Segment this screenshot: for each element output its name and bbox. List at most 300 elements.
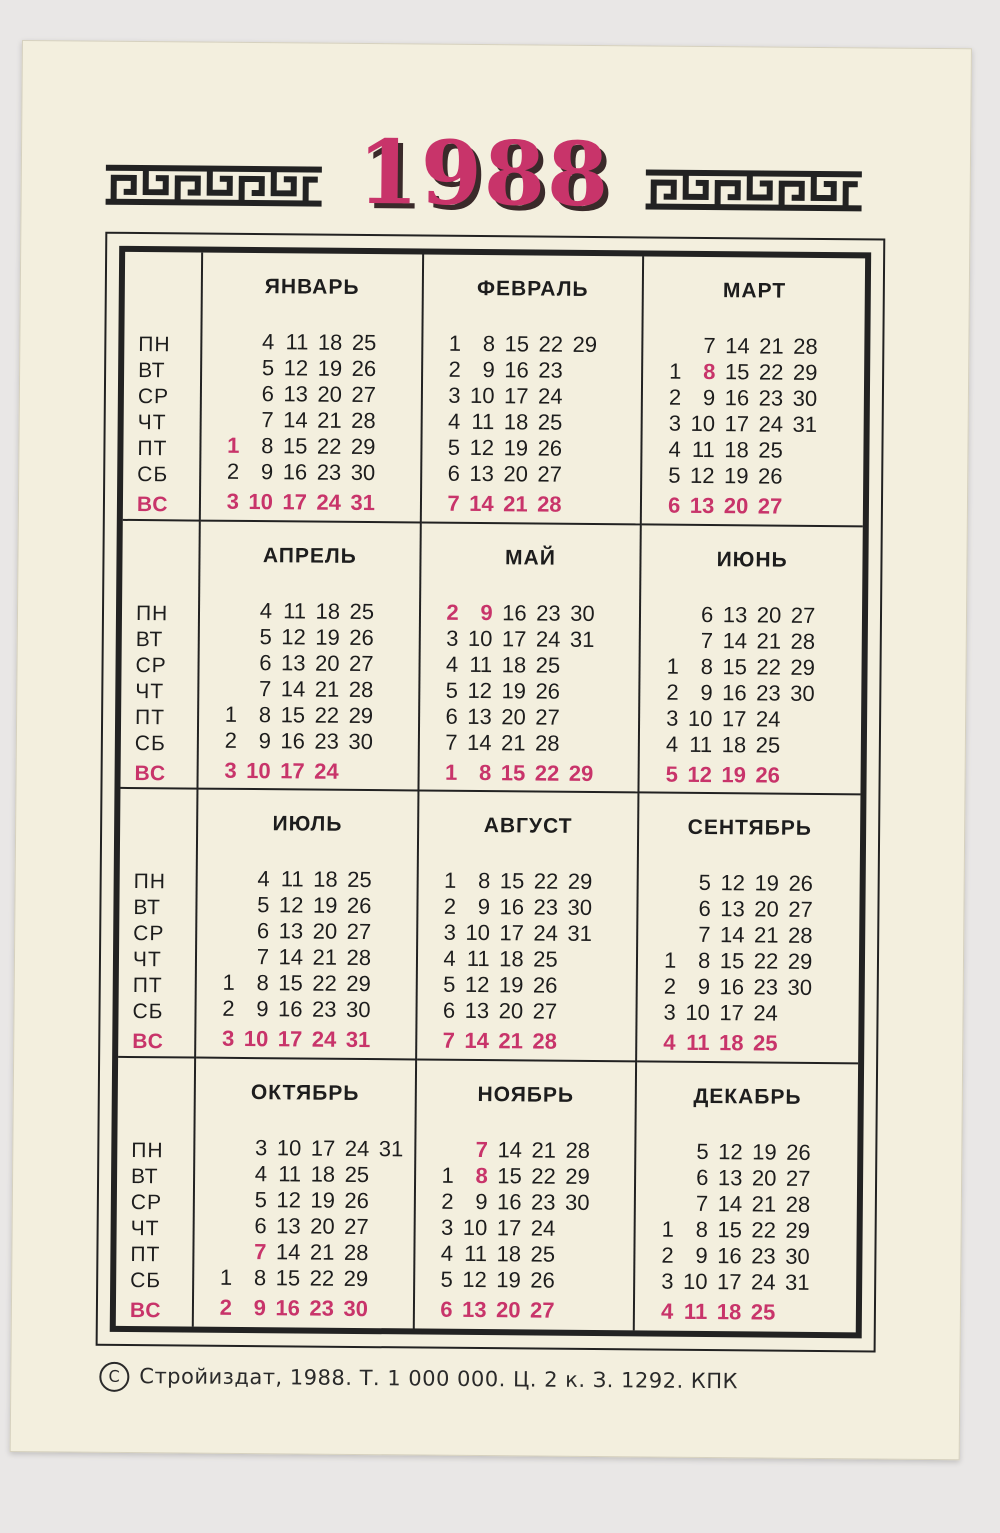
week-row <box>438 894 592 921</box>
day-number: 27 <box>532 998 558 1024</box>
day-number: 20 <box>501 703 526 729</box>
day-number: 2 <box>446 599 459 625</box>
day-number: 10 <box>682 1268 708 1294</box>
day-number: 13 <box>462 1296 487 1322</box>
day-number: 25 <box>347 866 372 893</box>
day-number: 10 <box>462 1214 488 1240</box>
month-name: ЯНВАРЬ <box>264 275 360 299</box>
day-number: 14 <box>719 922 745 948</box>
day-number: 26 <box>535 678 561 704</box>
weekday-label: СБ <box>132 1000 164 1024</box>
day-number: 10 <box>276 1134 302 1160</box>
day-number: 8 <box>477 868 491 894</box>
day-number: 28 <box>351 407 376 434</box>
week-row <box>435 1188 589 1215</box>
day-number: 7 <box>445 729 458 755</box>
day-number: 20 <box>312 918 338 944</box>
week-row <box>439 729 593 756</box>
day-number: 2 <box>224 727 238 753</box>
day-number: 4 <box>663 1029 676 1055</box>
day-number: 13 <box>464 997 490 1024</box>
day-number: 28 <box>790 628 816 654</box>
day-number: 5 <box>443 971 456 997</box>
day-number: 9 <box>260 459 274 485</box>
day-number: 28 <box>565 1137 591 1163</box>
day-number: 31 <box>784 1269 810 1295</box>
weekday-label: СР <box>135 653 167 677</box>
day-number: 24 <box>755 705 781 732</box>
week-row <box>663 385 817 412</box>
weekday-label: ПН <box>133 870 167 894</box>
day-number: 30 <box>350 459 376 486</box>
day-number: 23 <box>533 894 559 920</box>
week-row <box>435 1266 589 1293</box>
day-number: 17 <box>280 757 305 783</box>
day-number: 21 <box>503 491 528 517</box>
day-number: 27 <box>348 650 374 676</box>
day-number: 2 <box>443 893 457 919</box>
day-number: 1 <box>444 759 458 785</box>
day-number: 6 <box>254 1212 267 1238</box>
day-number: 7 <box>698 921 711 948</box>
day-number: 4 <box>660 1298 674 1324</box>
day-number: 24 <box>533 920 558 946</box>
month-days <box>662 333 818 520</box>
day-number: 11 <box>686 1029 710 1056</box>
day-number: 7 <box>700 627 714 653</box>
day-number: 10 <box>690 410 716 437</box>
month-block <box>635 1062 858 1332</box>
week-row <box>219 649 373 676</box>
day-number: 7 <box>475 1136 489 1162</box>
day-number: 8 <box>703 358 716 385</box>
day-number: 17 <box>282 489 308 515</box>
day-number: 1 <box>219 1264 233 1290</box>
week-row <box>219 727 373 754</box>
week-row <box>222 381 376 408</box>
day-number: 3 <box>666 705 679 731</box>
day-number: 29 <box>787 948 813 974</box>
month-days <box>655 1138 811 1325</box>
day-number: 29 <box>346 970 371 997</box>
day-number: 8 <box>261 433 274 459</box>
week-row <box>656 1242 810 1269</box>
week-row <box>662 493 816 520</box>
day-number: 8 <box>258 701 272 727</box>
day-number: 24 <box>314 758 339 784</box>
week-row <box>222 407 376 434</box>
day-number: 16 <box>499 894 525 920</box>
weekday-label: ВС <box>134 761 167 785</box>
day-number: 18 <box>716 1298 742 1324</box>
day-number: 27 <box>757 493 783 519</box>
week-row <box>440 677 594 704</box>
day-number: 24 <box>344 1135 370 1161</box>
weekday-label: ПТ <box>132 974 163 998</box>
day-number: 8 <box>256 970 269 996</box>
week-row <box>442 409 596 436</box>
day-number: 29 <box>343 1265 369 1291</box>
month-days <box>219 597 375 784</box>
weekday-label: СБ <box>134 731 166 755</box>
weekday-label: ПТ <box>137 437 168 461</box>
week-row <box>214 1294 402 1322</box>
day-number: 23 <box>309 1295 335 1321</box>
month-name: ФЕВРАЛЬ <box>476 276 589 301</box>
day-number: 13 <box>722 601 748 627</box>
month-name: МАРТ <box>722 279 787 303</box>
day-number: 12 <box>467 677 493 703</box>
day-number: 13 <box>720 896 745 922</box>
day-number: 14 <box>275 1238 301 1264</box>
day-number: 13 <box>689 492 715 519</box>
day-number: 25 <box>351 329 377 356</box>
day-number: 2 <box>663 973 677 999</box>
day-number: 9 <box>480 599 493 625</box>
day-number: 28 <box>534 730 560 756</box>
day-number: 15 <box>500 759 526 785</box>
week-row <box>442 435 596 462</box>
week-row <box>657 1138 811 1165</box>
day-number: 2 <box>448 356 461 382</box>
day-number: 21 <box>756 627 782 654</box>
day-number: 20 <box>498 998 524 1024</box>
week-row <box>657 1030 811 1057</box>
week-row <box>656 1190 810 1217</box>
week-row <box>221 489 375 516</box>
week-row <box>440 625 594 652</box>
week-row <box>220 623 374 650</box>
day-number: 13 <box>278 918 304 944</box>
day-number: 31 <box>378 1135 404 1161</box>
day-number: 26 <box>349 624 374 650</box>
day-number: 3 <box>221 1025 235 1051</box>
day-number: 20 <box>756 601 782 628</box>
day-number: 28 <box>793 333 818 359</box>
year-title: 1988 <box>356 119 611 227</box>
day-number: 7 <box>256 944 270 970</box>
day-number: 24 <box>311 1026 337 1052</box>
day-number: 28 <box>346 944 372 971</box>
day-number: 20 <box>723 493 749 519</box>
week-row <box>217 918 371 945</box>
day-number: 7 <box>258 675 272 701</box>
day-number: 25 <box>750 1298 776 1325</box>
week-row <box>214 1238 402 1266</box>
day-number: 18 <box>317 329 343 355</box>
day-number: 27 <box>785 1165 811 1191</box>
day-number: 6 <box>442 997 456 1023</box>
week-row <box>220 597 374 624</box>
day-number: 12 <box>689 462 715 489</box>
week-row <box>221 433 375 460</box>
day-number: 21 <box>753 922 779 948</box>
day-number: 22 <box>309 1265 335 1291</box>
day-number: 21 <box>531 1136 557 1163</box>
weekday-label: ЧТ <box>132 948 162 972</box>
day-number: 26 <box>346 892 372 919</box>
day-number: 20 <box>314 650 340 676</box>
day-number: 21 <box>498 1028 524 1054</box>
day-number: 7 <box>442 1027 456 1053</box>
day-number: 15 <box>278 970 303 996</box>
day-number: 15 <box>724 359 750 385</box>
day-number: 11 <box>471 408 495 435</box>
day-number: 5 <box>257 892 270 918</box>
day-number: 19 <box>754 870 780 896</box>
day-number: 10 <box>243 1025 269 1052</box>
day-number: 16 <box>275 1294 301 1320</box>
day-number: 3 <box>443 919 456 945</box>
day-number: 21 <box>314 676 340 702</box>
weekday-label: ВС <box>136 493 169 517</box>
day-number: 25 <box>530 1240 556 1267</box>
month-name: АПРЕЛЬ <box>262 543 357 568</box>
day-number: 13 <box>467 703 492 729</box>
day-number: 27 <box>530 1296 555 1323</box>
day-number: 31 <box>567 920 592 947</box>
day-number: 24 <box>530 1214 556 1241</box>
day-number: 9 <box>702 384 716 411</box>
week-row <box>660 731 814 758</box>
week-row <box>661 679 815 706</box>
day-number: 17 <box>310 1135 336 1161</box>
day-number: 18 <box>315 598 341 624</box>
day-number: 2 <box>668 384 682 410</box>
day-number: 24 <box>537 383 563 409</box>
calendar-card <box>10 40 972 1460</box>
day-number: 30 <box>792 385 818 411</box>
day-number: 25 <box>533 946 558 972</box>
week-row <box>440 703 594 730</box>
week-row <box>219 675 373 702</box>
day-number: 12 <box>464 971 490 998</box>
week-row <box>442 461 596 488</box>
day-number: 26 <box>344 1187 369 1213</box>
day-number: 21 <box>751 1190 777 1217</box>
day-number: 31 <box>345 1026 371 1053</box>
week-row <box>217 944 371 971</box>
day-number: 14 <box>278 944 304 970</box>
day-number: 28 <box>537 491 562 517</box>
week-row <box>658 974 812 1001</box>
day-number: 20 <box>754 896 779 922</box>
day-number: 5 <box>261 355 275 381</box>
week-row <box>216 1026 370 1053</box>
day-number: 11 <box>464 1240 488 1266</box>
day-number: 28 <box>343 1239 369 1265</box>
day-number: 5 <box>696 1138 709 1164</box>
week-row <box>222 355 376 382</box>
month-name: ДЕКАБРЬ <box>693 1084 802 1109</box>
day-number: 1 <box>222 969 235 995</box>
day-number: 11 <box>689 731 713 757</box>
day-number: 12 <box>720 870 746 896</box>
week-row <box>217 892 371 919</box>
week-row <box>214 1264 402 1292</box>
week-row <box>442 383 596 410</box>
day-number: 27 <box>351 381 377 408</box>
week-row <box>217 970 371 997</box>
month-days <box>214 1134 404 1322</box>
day-number: 18 <box>501 651 527 677</box>
day-number: 16 <box>717 1242 742 1268</box>
imprint-line <box>99 1362 899 1399</box>
day-number: 9 <box>256 996 269 1022</box>
day-number: 16 <box>282 459 308 485</box>
day-number: 15 <box>497 1162 522 1188</box>
day-number: 1 <box>663 947 677 973</box>
day-number: 15 <box>282 433 308 459</box>
week-row <box>661 653 815 680</box>
day-number: 9 <box>258 727 272 753</box>
day-number: 19 <box>315 624 340 650</box>
day-number: 15 <box>499 868 525 894</box>
day-number: 23 <box>530 1188 556 1215</box>
day-number: 20 <box>751 1164 777 1191</box>
day-number: 4 <box>445 651 459 677</box>
week-row <box>664 333 818 360</box>
week-row <box>219 757 373 784</box>
day-number: 16 <box>502 599 527 625</box>
day-number: 21 <box>759 333 784 359</box>
day-number: 14 <box>464 1027 490 1054</box>
day-number: 2 <box>441 1188 454 1214</box>
month-block <box>421 255 644 525</box>
week-row <box>440 651 594 678</box>
week-row <box>221 459 375 486</box>
month-name: АВГУСТ <box>483 814 573 838</box>
day-number: 25 <box>755 731 781 758</box>
day-number: 5 <box>698 869 712 896</box>
day-number: 28 <box>532 1028 558 1054</box>
month-days <box>442 331 598 518</box>
week-row <box>438 920 592 947</box>
day-number: 11 <box>466 945 490 972</box>
month-block <box>201 253 424 523</box>
week-row <box>659 870 813 897</box>
day-number: 24 <box>535 626 561 652</box>
day-number: 30 <box>348 728 374 754</box>
day-number: 30 <box>790 680 815 706</box>
day-number: 1 <box>443 867 457 893</box>
weekday-label: ПН <box>138 333 171 357</box>
day-number: 10 <box>685 999 710 1026</box>
day-number: 23 <box>314 728 340 754</box>
day-number: 24 <box>750 1268 776 1295</box>
meander-ornament-left <box>104 160 324 212</box>
meander-ornament-right <box>644 164 864 216</box>
day-number: 13 <box>280 649 306 675</box>
day-number: 22 <box>753 948 779 974</box>
day-number: 4 <box>447 408 461 434</box>
day-number: 8 <box>700 653 714 679</box>
day-number: 9 <box>253 1294 267 1320</box>
day-number: 22 <box>538 331 564 357</box>
day-number: 4 <box>665 731 679 757</box>
day-number: 10 <box>248 488 274 515</box>
day-number: 5 <box>440 1266 453 1292</box>
calendar-grid <box>110 246 871 1339</box>
week-row <box>660 761 814 788</box>
weekday-label: ПН <box>131 1138 164 1162</box>
weekday-label: СР <box>137 385 170 409</box>
week-row <box>659 896 813 923</box>
day-number: 14 <box>280 675 306 701</box>
weekday-label: ВТ <box>135 627 164 651</box>
day-number: 25 <box>753 1030 778 1056</box>
week-row <box>435 1240 589 1267</box>
day-number: 25 <box>349 598 375 624</box>
day-number: 9 <box>700 679 713 705</box>
day-number: 29 <box>785 1217 811 1243</box>
week-row <box>663 359 817 386</box>
day-number: 7 <box>695 1190 709 1216</box>
week-row <box>437 1028 591 1055</box>
weekday-label: СБ <box>130 1268 162 1292</box>
weekday-column <box>118 789 198 1058</box>
day-number: 6 <box>698 895 711 922</box>
day-number: 18 <box>503 409 529 435</box>
day-number: 27 <box>346 918 372 945</box>
week-row <box>656 1164 810 1191</box>
week-row <box>442 491 596 518</box>
week-row <box>658 1000 812 1027</box>
weekday-label: СБ <box>137 463 169 487</box>
day-number: 15 <box>275 1264 301 1290</box>
month-block <box>414 1060 637 1330</box>
week-row <box>658 948 812 975</box>
month-days <box>437 868 593 1055</box>
week-row <box>658 922 812 949</box>
day-number: 31 <box>350 489 376 516</box>
day-number: 14 <box>722 627 748 653</box>
day-number: 28 <box>787 922 813 948</box>
day-number: 26 <box>786 1139 811 1165</box>
day-number: 12 <box>276 1186 302 1212</box>
day-number: 5 <box>447 434 461 460</box>
day-number: 31 <box>569 626 595 652</box>
day-number: 3 <box>254 1134 268 1160</box>
day-number: 26 <box>757 463 783 489</box>
week-row <box>222 329 376 356</box>
day-number: 5 <box>445 677 459 703</box>
day-number: 19 <box>723 463 749 489</box>
day-number: 19 <box>496 1266 521 1292</box>
week-row <box>216 996 370 1023</box>
day-number: 4 <box>254 1160 268 1186</box>
week-row <box>656 1216 810 1243</box>
day-number: 19 <box>503 435 529 461</box>
day-number: 11 <box>683 1298 708 1324</box>
month-name: НОЯБРЬ <box>477 1082 575 1107</box>
day-number: 29 <box>572 331 598 358</box>
weekday-label: ЧТ <box>137 411 167 435</box>
weekday-column <box>123 252 203 521</box>
day-number: 27 <box>535 704 560 730</box>
day-number: 18 <box>499 946 524 972</box>
day-number: 12 <box>718 1138 743 1164</box>
day-number: 29 <box>792 359 818 385</box>
day-number: 8 <box>482 331 496 357</box>
day-number: 10 <box>467 625 493 651</box>
day-number: 9 <box>477 894 491 920</box>
day-number: 19 <box>501 677 527 703</box>
week-row <box>218 866 372 893</box>
day-number: 10 <box>465 919 490 946</box>
week-row <box>435 1214 589 1241</box>
day-number: 1 <box>448 330 462 356</box>
